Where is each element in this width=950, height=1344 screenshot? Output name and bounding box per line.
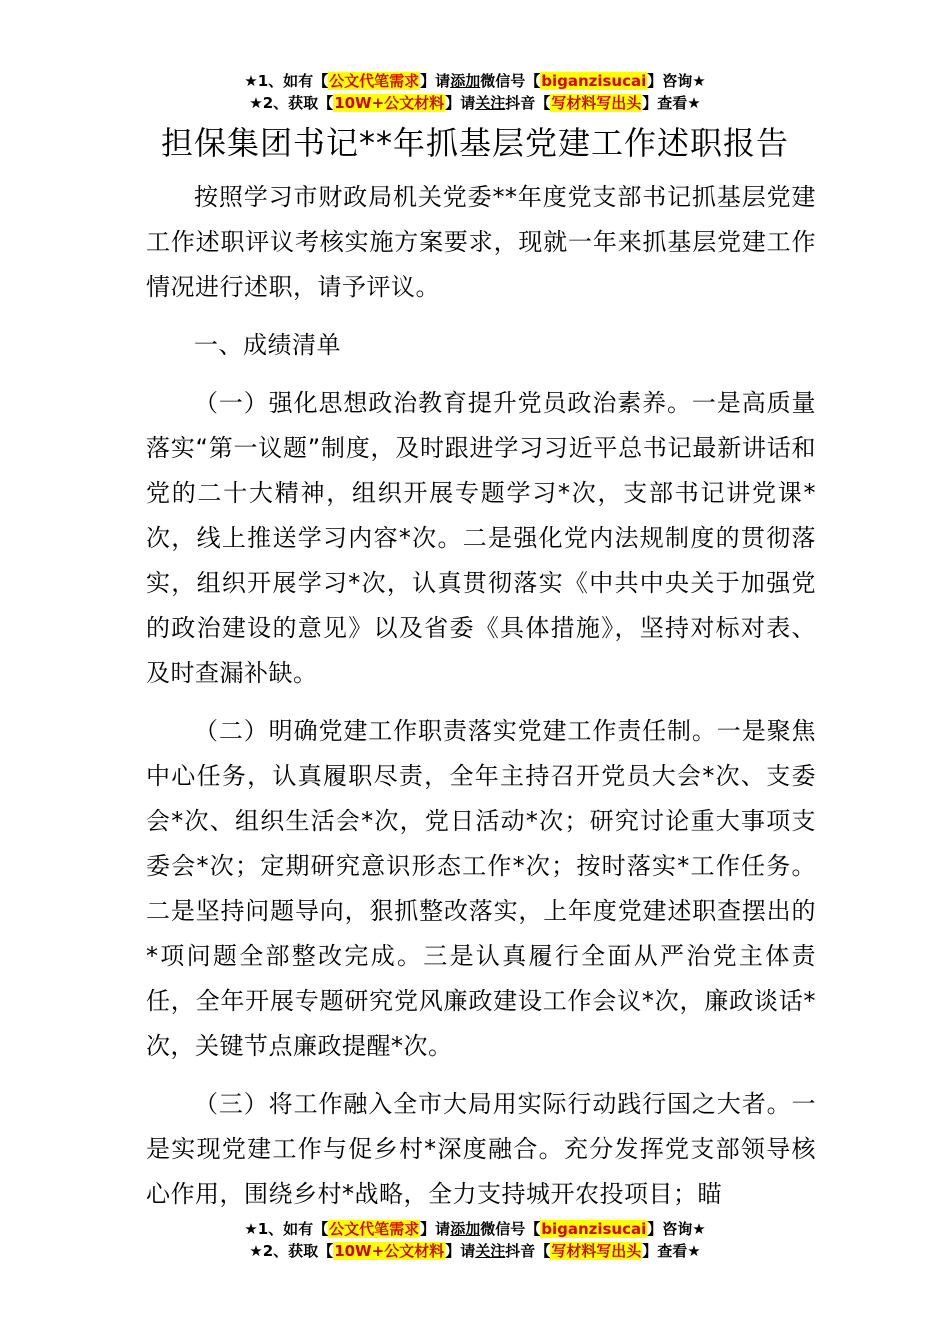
- paragraph-section-3: （三）将工作融入全市大局用实际行动践行国之大者。一是实现党建工作与促乡村*深度融合。充分发挥党支部领导核心作用，围绕乡村*战略，全力支持城开农投项目；瞄: [146, 1090, 816, 1208]
- header-banner: [0, 70, 950, 114]
- document-title: 担保集团书记**年抓基层党建工作述职报告: [160, 124, 789, 162]
- banner-highlight-douyin: 写材料写出头: [551, 94, 642, 112]
- banner-highlight-service: 公文代笔需求: [329, 1220, 420, 1238]
- banner-highlight-service: 公文代笔需求: [329, 72, 420, 90]
- paragraph-section-1: （一）强化思想政治教育提升党员政治素养。一是高质量落实“第一议题”制度，及时跟进学习习近平总书记最新讲话和党的二十大精神，组织开展专题学习*次，支部书记讲党课*次，线上推送学习内容*次。二是强化党内法规制度的贯彻落实，组织开展学习*次，认真贯彻落实《中共中央关于加强党的政治建设的意见》以及省委《具体措施》，坚持对标对表、及时查漏补缺。: [146, 389, 816, 687]
- paragraph-section-2: （二）明确党建工作职责落实党建工作责任制。一是聚焦中心任务，认真履职尽责，全年主持召开党员大会*次、支委会*次、组织生活会*次，党日活动*次；研究讨论重大事项支委会*次；定期研究意识形态工作*次；按时落实*工作任务。二是坚持问题导向，狠抓整改落实，上年度党建述职查摆出的*项问题全部整改完成。三是认真履行全面从严治党主体责任，全年开展专题研究党风廉政建设工作会议*次，廉政谈话*次，关键节点廉政提醒*次。: [146, 717, 816, 1060]
- banner-highlight-wechat: biganzisucai: [541, 1220, 647, 1238]
- paragraph-intro: 按照学习市财政局机关党委**年度党支部书记抓基层党建工作述职评议考核实施方案要求，现就一年来抓基层党建工作情况进行述职，请予评议。: [146, 183, 816, 301]
- banner-highlight-wechat: biganzisucai: [541, 72, 647, 90]
- banner-highlight-materials: 10W+公文材料: [334, 94, 445, 112]
- document-body: [146, 175, 816, 1230]
- footer-banner: [0, 1218, 950, 1262]
- banner-line-2: ★2、获取【10W+公文材料】请关注抖音【写材料写出头】查看★: [249, 94, 701, 112]
- banner-line-2: ★2、获取【10W+公文材料】请关注抖音【写材料写出头】查看★: [249, 1242, 701, 1260]
- banner-line-1: ★1、如有【公文代笔需求】请添加微信号【biganzisucai】咨询★: [244, 1220, 706, 1238]
- banner-highlight-materials: 10W+公文材料: [334, 1242, 445, 1260]
- banner-highlight-douyin: 写材料写出头: [551, 1242, 642, 1260]
- section-heading: 一、成绩清单: [194, 331, 341, 359]
- banner-line-1: ★1、如有【公文代笔需求】请添加微信号【biganzisucai】咨询★: [244, 72, 706, 90]
